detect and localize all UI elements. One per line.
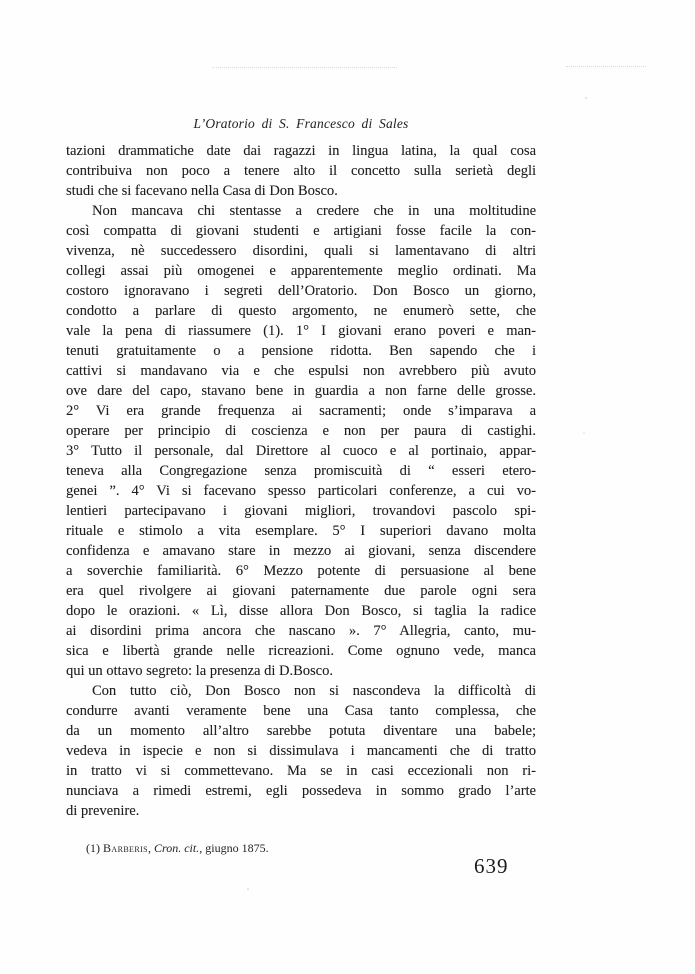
text-line: ove dare del capo, stavano bene in guardia a non farne delle grosse. (66, 383, 536, 399)
text-line: costoro ignoravano i segreti dell’Oratorio. Don Bosco un giorno, (66, 283, 536, 299)
text-line: in tratto vi si commettevano. Ma se in casi eccezionali non ri- (66, 763, 536, 779)
text-line: lentieri partecipavano i giovani migliori, trovandovi pascolo spi- (66, 503, 536, 519)
text-line: condurre avanti veramente bene una Casa tanto complessa, che (66, 703, 536, 719)
text-line: 2° Vi era grande frequenza ai sacramenti; onde s’imparava a (66, 403, 536, 419)
footnote-segment: Barberis (103, 841, 148, 855)
text-line: tenuti gratuitamente o a pensione ridotta. Ben sapendo che i (66, 343, 536, 359)
text-block (66, 141, 536, 821)
footnote-segment: , (148, 841, 154, 855)
text-line: di prevenire. (66, 803, 140, 819)
footnote-segment: giugno 1875. (202, 841, 269, 855)
running-head: L’Oratorio di S. Francesco di Sales (193, 116, 409, 131)
footnote-segment: (1) (86, 841, 103, 855)
footnote-segment: Cron. cit., (154, 841, 203, 855)
page-number: 639 (474, 854, 509, 878)
text-line: Con tutto ciò, Don Bosco non si nascondeva la difficoltà di (92, 683, 536, 699)
scan-speck (583, 432, 585, 434)
text-line: confidenza e amavano stare in mezzo ai giovani, senza discendere (66, 543, 536, 559)
scan-artifact-dots (566, 66, 646, 67)
scan-speck (585, 97, 587, 99)
text-line: ai disordini prima ancora che nascano ». 7° Allegria, canto, mu- (66, 623, 536, 639)
scan-speck (247, 888, 249, 890)
text-line: contribuiva non poco a tenere alto il concetto sulla serietà degli (66, 163, 536, 179)
text-line: qui un ottavo segreto: la presenza di D.Bosco. (66, 663, 333, 679)
scan-artifact-dots (212, 67, 397, 68)
text-line: cattivi si mandavano via e che espulsi non avrebbero più avuto (66, 363, 536, 379)
text-line: teneva alla Congregazione senza promiscuità di “ esseri etero- (66, 463, 536, 479)
text-line: tazioni drammatiche date dai ragazzi in lingua latina, la qual cosa (66, 143, 536, 159)
text-line: condotto a parlare di questo argomento, ne enumerò sette, che (66, 303, 536, 319)
text-line: così compatta di giovani studenti e artigiani fosse facile la con- (66, 223, 536, 239)
text-line: sica e libertà grande nelle ricreazioni. Come ognuno vede, manca (66, 643, 536, 659)
text-line: rituale e stimolo a vita esemplare. 5° I superiori davano molta (66, 523, 536, 539)
text-line: da un momento all’altro sarebbe potuta diventare una babele; (66, 723, 536, 739)
text-line: vale la pena di riassumere (1). 1° I giovani erano poveri e man- (66, 323, 536, 339)
text-line: nunciava a rimedi estremi, egli possedeva in sommo grado l’arte (66, 783, 536, 799)
text-line: a soverchie familiarità. 6° Mezzo potente di persuasione al bene (66, 563, 536, 579)
text-line: operare per principio di coscienza e non per paura di castighi. (66, 423, 536, 439)
text-line: 3° Tutto il personale, dal Direttore al cuoco e al portinaio, appar- (66, 443, 536, 459)
text-line: collegi assai più omogenei e apparentemente meglio ordinati. Ma (66, 263, 536, 279)
text-line: genei ”. 4° Vi si facevano spesso particolari conferenze, a cui vo- (66, 483, 536, 499)
text-line: studi che si facevano nella Casa di Don Bosco. (66, 183, 338, 199)
text-line: vedeva in ispecie e non si dissimulava i mancamenti che di tratto (66, 743, 536, 759)
text-line: vivenza, nè succedessero disordini, quali si lamentavano di altri (66, 243, 536, 259)
text-line: dopo le orazioni. « Lì, disse allora Don Bosco, si taglia la radice (66, 603, 536, 619)
text-line: Non mancava chi stentasse a credere che in una moltitudine (92, 203, 536, 219)
footnote-text (66, 840, 536, 856)
text-line: era quel rivolgere ai giovani paternamente due parole ogni sera (66, 583, 536, 599)
